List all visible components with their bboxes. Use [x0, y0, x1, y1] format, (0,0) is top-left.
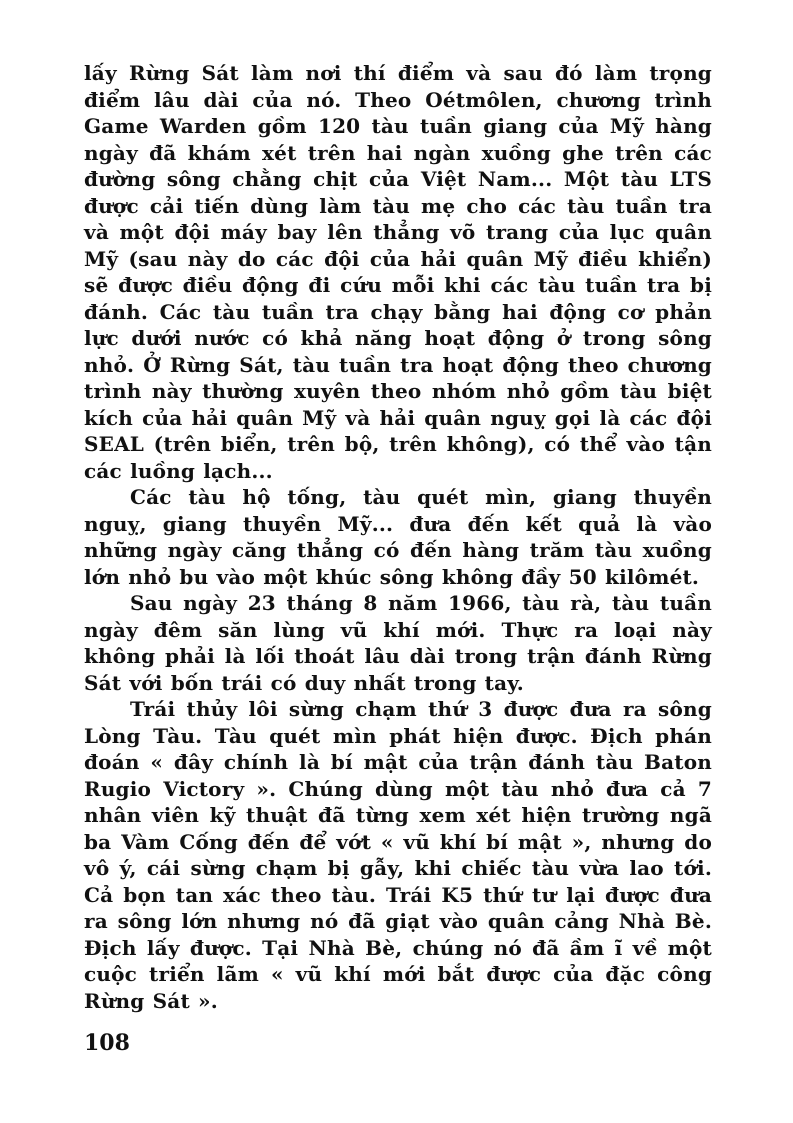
paragraph-4: Trái thủy lôi sừng chạm thứ 3 được đưa ra sông Lòng Tàu. Tàu quét mìn phát hiện được. Địch phán đoán « đây chính là bí mật của trận đánh tàu Baton Rugio Victory ». Chúng dùng một tàu nhỏ đưa cả 7 nhân viên kỹ thuật đã từng xem xét hiện trường ngã ba Vàm Cống đến để vớt « vũ khí bí mật », nhưng do vô ý, cái sừng chạm bị gẫy, khi chiếc tàu vừa lao tới. Cả bọn tan xác theo tàu. Trái K5 thứ tư lại được đưa ra sông lớn nhưng nó đã giạt vào quân cảng Nhà Bè. Địch lấy được. Tại Nhà Bè, chúng nó đã ầm ĩ về một cuộc triển lãm « vũ khí mới bắt được của đặc công Rừng Sát ».	[84, 697, 712, 1013]
page-number: 108	[84, 1030, 130, 1056]
page-body	[84, 60, 712, 1014]
paragraph-1: lấy Rừng Sát làm nơi thí điểm và sau đó làm trọng điểm lâu dài của nó. Theo Oétmôlen, chương trình Game Warden gồm 120 tàu tuần giang của Mỹ hàng ngày đã khám xét trên hai ngàn xuồng ghe trên các đường sông chằng chịt của Việt Nam... Một tàu LTS được cải tiến dùng làm tàu mẹ cho các tàu tuần tra và một đội máy bay lên thẳng võ trang của lục quân Mỹ (sau này do các đội của hải quân Mỹ điều khiển) sẽ được điều động đi cứu mỗi khi các tàu tuần tra bị đánh. Các tàu tuần tra chạy bằng hai động cơ phản lực dưới nước có khả năng hoạt động ở trong sông nhỏ. Ở Rừng Sát, tàu tuần tra hoạt động theo chương trình này thường xuyên theo nhóm nhỏ gồm tàu biệt kích của hải quân Mỹ và hải quân nguỵ gọi là các đội SEAL (trên biển, trên bộ, trên không), có thể vào tận các luồng lạch...	[84, 61, 712, 483]
paragraph-3: Sau ngày 23 tháng 8 năm 1966, tàu rà, tàu tuần ngày đêm săn lùng vũ khí mới. Thực ra loại này không phải là lối thoát lâu dài trong trận đánh Rừng Sát với bốn trái có duy nhất trong tay.	[84, 591, 712, 695]
paragraph-2: Các tàu hộ tống, tàu quét mìn, giang thuyền nguỵ, giang thuyền Mỹ... đưa đến kết quả là vào những ngày căng thẳng có đến hàng trăm tàu xuồng lớn nhỏ bu vào một khúc sông không đầy 50 kilômét.	[84, 485, 712, 589]
